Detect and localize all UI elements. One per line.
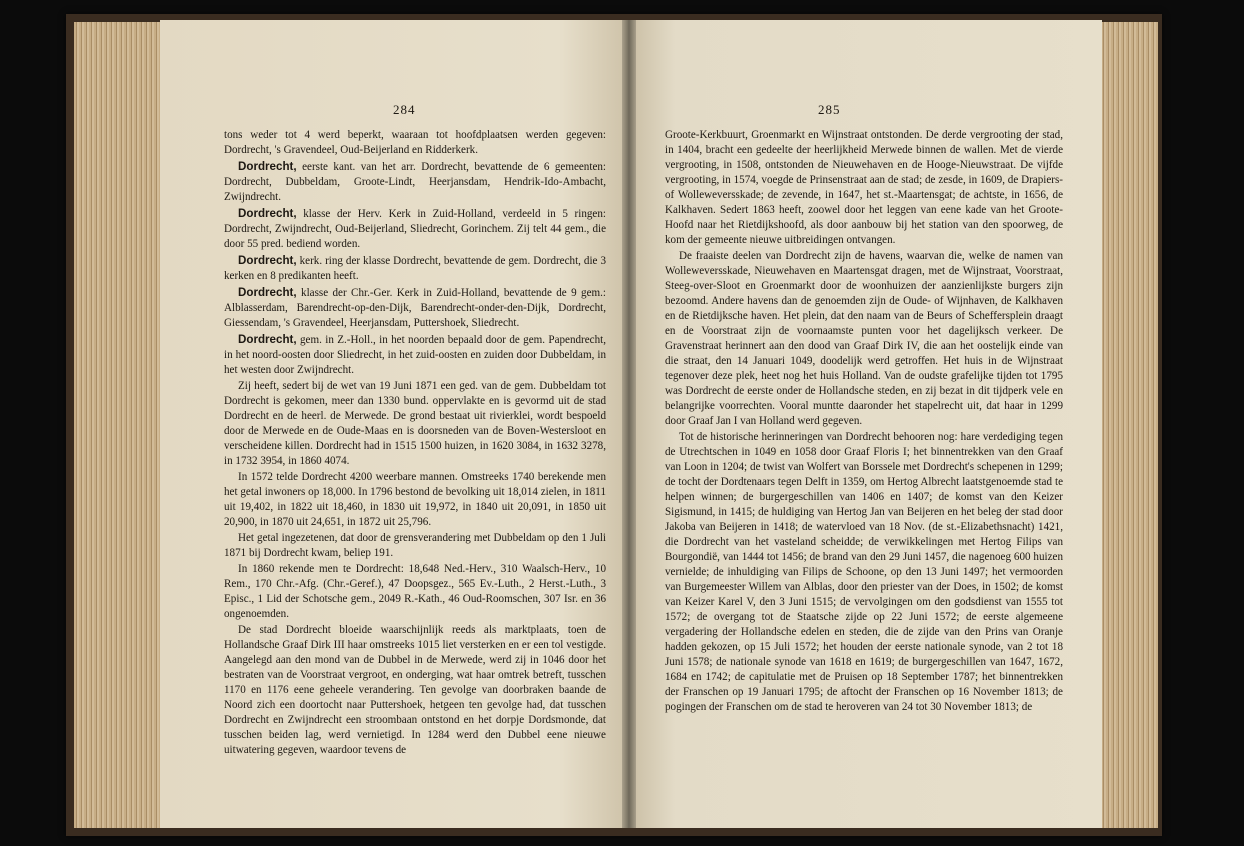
paragraph: Tot de historische herinneringen van Dordrecht behooren nog: hare verdediging tegen de Utrechtschen in 1049 en 1058 door Graaf Floris I; het binnentrekken van den Graaf van Loon in 1204; de twist van Wolfert van Borssele met Dordrecht's schepenen in 1299; de tocht der Dordtenaars tegen Delft in 1359, om Hertog Albrecht laatstgenoemde stad te helpen winnen; de burgergeschillen van 1406 en 1407; de komst van den Keizer Sigismund, in 1415; de huldiging van Hertog Jan van Beijeren en het beleg der stad door Jakoba van Beijeren in 1418; de watervloed van 18 Nov. (de st.-Elizabethsnacht) 1421, die Dordrecht van het vasteland scheidde; de verwikkelingen met Hertog Filips van Bourgondië, van 1444 tot 1456; de brand van den 29 Juni 1457, die nagenoeg 600 huizen vernielde; de inhuldiging van Filips de Schoone, op den 13 Juni 1497; het vermoorden van Burgemeester Willem van Alblas, door den priester van der Does, in 1502; de komst van Keizer Karel V, den 3 Juni 1515; de vervolgingen om den godsdienst van 1555 tot 1572; de overgang tot de Staatsche zijde op 22 Juni 1572; de eerste algemeene vergadering der Hollandsche edelen en steden, die de zijde van den Prins van Oranje hadden gekozen, op 15 Juli 1572; het houden der eerste nationale synode, van 2 tot 18 Juni 1578; de nationale synode van 1618 en 1619; de burgergeschillen van 1647, 1672, 1684 en 1742; de capitulatie met de Pruisen op 18 September 1787; het binnentrekken der Franschen op 19 Januari 1795; de aftocht der Franschen op 16 November 1813; de pogingen der Franschen om de stad te heroveren van 24 tot 30 November 1813; de xyxy=(665,431,1063,713)
entry-heading: Dordrecht, xyxy=(238,333,297,346)
paragraph: De stad Dordrecht bloeide waarschijnlijk reeds als marktplaats, toen de Hollandsche Graaf Dirk III haar omstreeks 1015 liet versterken en er een tol vestigde. Aangelegd aan den mond van de Dubbel in de Merwede, werd zij in 1046 door het bestraten van de Voorstraat vergroot, en onderging, wat haar omtrek betreft, tusschen 1170 en 1176 eene geheele verandering. Ten gevolge van doorbraken baande de Noord zich een doortocht naar Puttershoek, hetgeen ten gevolge had, dat tusschen Dordrecht en Zwijndrecht een stroombaan ontstond en het dorpje Dordsmonde, dat tusschen beiden lag, werd vernietigd. In 1284 werd den Dubbel eene nieuwe uitwatering gegeven, waardoor tevens de xyxy=(224,624,606,756)
entry xyxy=(224,206,606,252)
paragraph: De fraaiste deelen van Dordrecht zijn de havens, waarvan die, welke de namen van Wolleweversskade, Nieuwehaven en Maartensgat dragen, met de Wijnstraat, Voorstraat, Steeg-over-Sloot en Groenmarkt door de woonhuizen der aanzienlijkste burgers zijn bezoomd. Andere havens dan de genoemden zijn de Oude- of Wijnhaven, de Kalkhaven en de Rietdijksche haven. Het plein, dat den naam van de Beurs of Scheffersplein draagt en de Voorstraat zijn de voornaamste punten voor het dagelijksch verkeer. De Gravenstraat herinnert aan den dood van Graaf Dirk IV, die aan het oostelijk einde van die straat, den 14 Januari 1049, doodelijk werd getroffen. Het huis in de Wijnstraat tegenover deze plek, heet nog het huis Holland. Van de oudste grafelijke tijden tot 1795 was Dordrecht de eerste onder de Hollandsche steden, en zij bezat in dit tijdperk vele en belangrijke voorrechten. Vooral muntte daaronder het stapelrecht uit, dat haar in 1299 door Graaf Jan I van Holland werd gegeven. xyxy=(665,250,1063,427)
paragraph: In 1860 rekende men te Dordrecht: 18,648 Ned.-Herv., 310 Waalsch-Herv., 10 Rem., 170 Chr.-Afg. (Chr.-Geref.), 47 Doopsgez., 565 Ev.-Luth., 2 Herst.-Luth., 3 Episc., 1 Lid der Schotsche gem., 2049 R.-Kath., 46 Oud-Roomschen, 307 Isr. en 36 ongenoemden. xyxy=(224,563,606,620)
paragraph: Groote-Kerkbuurt, Groenmarkt en Wijnstraat ontstonden. De derde vergrooting der stad, in 1404, bracht een gedeelte der heerlijkheid Merwede binnen de wallen. Met de vierde vergrooting, in 1508, ontstonden de Nieuwehaven en de Hooge-Nieuwstraat. De vijfde vergrooting, in 1574, voegde de Prinsenstraat aan de stad; de zesde, in 1609, de Drapiers- of Wolleweversskade; de zevende, in 1647, het st.-Maartensgat; de achtste, in 1656, de Kalkhaven. Sedert 1863 heeft, zoowel door het leggen van eene kade van het Groote-Hoofd naar het Rietdijkshoofd, als door aanbouw bij het station van den spoorweg, de kom der gemeente nieuwe uitbreidingen ontvangen. xyxy=(665,129,1063,246)
entry-text: klasse der Chr.-Ger. Kerk in Zuid-Holland, bevattende de 9 gem.: Alblasserdam, Barendrecht-op-den-Dijk, Barendrecht-onder-den-Dijk, Dordrecht, Giessendam, 's Gravendeel, Heerjansdam, Puttershoek, Sliedrecht. xyxy=(224,287,606,329)
right-page xyxy=(628,20,1102,828)
page-edges-left xyxy=(74,22,166,828)
paragraph: Het getal ingezetenen, dat door de grensverandering met Dubbeldam op den 1 Juli 1871 bij Dordrecht kwam, beliep 191. xyxy=(224,532,606,559)
page-text xyxy=(224,128,606,759)
entry-heading: Dordrecht, xyxy=(238,286,297,299)
entry xyxy=(224,285,606,331)
paragraph: In 1572 telde Dordrecht 4200 weerbare mannen. Omstreeks 1740 berekende men het getal inwoners op 18,000. In 1796 bestond de bevolking uit 18,014 zielen, in 1811 uit 19,402, in 1822 uit 18,460, in 1830 uit 19,972, in 1840 uit 20,091, in 1850 uit 20,900, in 1870 uit 24,651, in 1872 uit 25,796. xyxy=(224,471,606,528)
page-number: 284 xyxy=(393,102,416,117)
entry-heading: Dordrecht, xyxy=(238,160,297,173)
page-text xyxy=(665,128,1063,716)
entry-heading: Dordrecht, xyxy=(238,254,297,267)
entry-text: klasse der Herv. Kerk in Zuid-Holland, verdeeld in 5 ringen: Dordrecht, Zwijndrecht, Oud-Beijerland, Sliedrecht, Gorinchem. Zij telt 44 gem., die door 55 pred. bediend worden. xyxy=(224,208,606,250)
paragraph: tons weder tot 4 werd beperkt, waaraan tot hoofdplaatsen werden gegeven: Dordrecht, 's Gravendeel, Oud-Beijerland en Ridderkerk. xyxy=(224,129,606,156)
page-edges-right xyxy=(1096,22,1158,828)
entry xyxy=(224,159,606,205)
entry-text: eerste kant. van het arr. Dordrecht, bevattende de 6 gemeenten: Dordrecht, Dubbeldam, Groote-Lindt, Heerjansdam, Hendrik-Ido-Ambacht, Zwijndrecht. xyxy=(224,161,606,203)
page-number: 285 xyxy=(818,102,841,117)
book-gutter xyxy=(622,20,636,828)
entry xyxy=(224,332,606,378)
entry-text: gem. in Z.-Holl., in het noorden bepaald door de gem. Papendrecht, in het noord-oosten door Sliedrecht, in het zuid-oosten en zuiden door Dubbeldam, in het westen door Zwijndrecht. xyxy=(224,334,606,376)
entry-heading: Dordrecht, xyxy=(238,207,297,220)
paragraph: Zij heeft, sedert bij de wet van 19 Juni 1871 een ged. van de gem. Dubbeldam tot Dordrecht is gekomen, meer dan 1330 bund. oppervlakte en is gevormd uit de stad Dordrecht en de heerl. de Merwede. De grond bestaat uit rivierklei, wordt bespoeld door de Merwede en de Oude-Maas en is doorsneden van de Boven-Westersloot en verscheidene killen. Dordrecht had in 1515 1500 huizen, in 1620 3084, in 1632 3278, in 1732 3954, in 1860 4074. xyxy=(224,380,606,467)
left-page xyxy=(160,20,630,828)
entry xyxy=(224,253,606,284)
entry-text: kerk. ring der klasse Dordrecht, bevattende de gem. Dordrecht, die 3 kerken en 8 predikanten heeft. xyxy=(224,255,606,282)
